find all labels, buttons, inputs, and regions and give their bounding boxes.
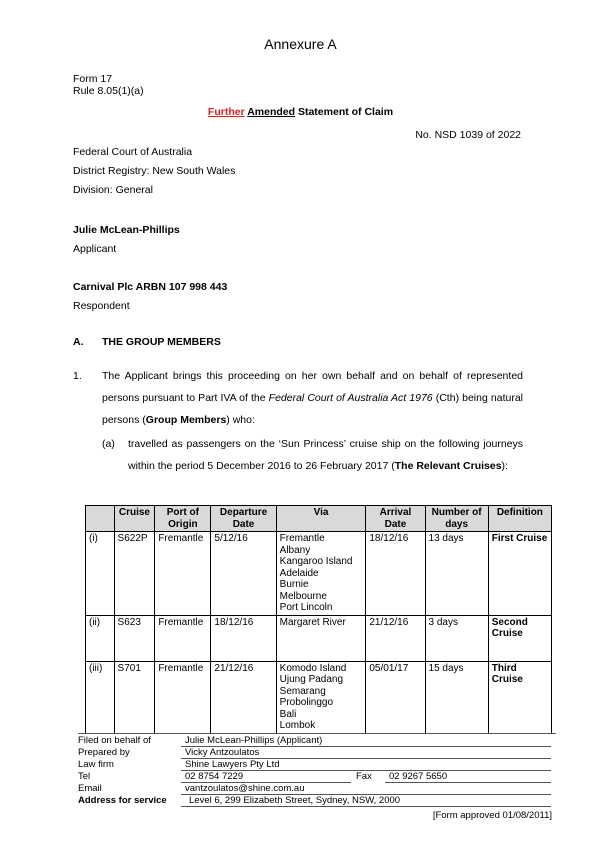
applicant-role: Applicant [73, 243, 117, 255]
via-port: Burnie [279, 579, 309, 590]
port-of-origin: Fremantle [155, 532, 211, 616]
column-header: Arrival Date [366, 506, 425, 532]
paragraph-1-number: 1. [73, 370, 82, 382]
paragraph-1-text-part: The Applicant brings this proceeding on her own behalf and on behalf of represented persons pursuant to Part IVA of the [102, 370, 523, 404]
prepared-label: Prepared by [78, 747, 130, 758]
via-port: Lombok [279, 720, 316, 731]
departure-date: 21/12/16 [211, 661, 276, 733]
number-of-days: 15 days [425, 661, 488, 733]
form-number: Form 17 [73, 73, 113, 85]
paragraph-1-text-part: (Cth) being natural persons ( [102, 392, 523, 426]
prepared-field [181, 747, 551, 759]
row-index: (i) [86, 532, 115, 616]
filed-field [181, 735, 551, 747]
column-header: Number of days [425, 506, 488, 532]
annexure-title: Annexure A [264, 36, 337, 52]
applicant-block [73, 221, 180, 259]
firm-field [181, 759, 551, 771]
departure-date: 5/12/16 [211, 532, 276, 616]
row-index: (iii) [86, 661, 115, 733]
column-header: Departure Date [211, 506, 276, 532]
court-division: Division: General [73, 184, 153, 196]
via-port: Semarang [279, 685, 326, 697]
title-further: Further [207, 106, 245, 118]
column-header: Definition [488, 506, 551, 532]
cruise-table [85, 505, 552, 734]
applicant-name: Julie McLean-Phillips [73, 224, 180, 236]
footer-row-tel [78, 771, 556, 782]
filed-value: Julie McLean-Phillips (Applicant) [185, 735, 323, 746]
arrival-date: 05/01/17 [366, 661, 425, 733]
port-of-origin: Fremantle [155, 661, 211, 733]
tel-label: Tel [78, 771, 91, 782]
via-ports [276, 661, 366, 733]
via-port: Probolinggo [279, 697, 334, 708]
tel-field [181, 771, 351, 783]
fax-value: 02 9267 5650 [389, 771, 448, 782]
column-header: Via [276, 506, 366, 532]
respondent-block [73, 278, 227, 316]
case-number: No. NSD 1039 of 2022 [415, 129, 521, 141]
fax-label: Fax [356, 771, 372, 782]
email-field [181, 783, 551, 795]
footer-row-filed [78, 735, 556, 746]
departure-date: 18/12/16 [211, 615, 276, 661]
column-header: Cruise [114, 506, 155, 532]
column-header [86, 506, 115, 532]
definition: First Cruise [488, 532, 551, 616]
footer-row-prepared [78, 747, 556, 758]
paragraph-1a-text-part: ): [501, 460, 508, 472]
via-port: Port Lincoln [279, 602, 333, 613]
firm-label: Law firm [78, 759, 114, 770]
via-port: Margaret River [279, 616, 346, 628]
port-of-origin: Fremantle [155, 615, 211, 661]
row-index: (ii) [86, 615, 115, 661]
section-a-title: THE GROUP MEMBERS [102, 336, 221, 348]
via-port: Komodo Island [279, 662, 347, 674]
paragraph-1a-number: (a) [102, 438, 115, 450]
email-value: vantzoulatos@shine.com.au [185, 783, 305, 794]
address-field [181, 795, 551, 807]
paragraph-1a-text [128, 433, 523, 477]
cruise-code: S701 [114, 661, 155, 733]
definition: Second Cruise [488, 615, 551, 661]
arrival-date: 18/12/16 [366, 532, 425, 616]
rule-number: Rule 8.05(1)(a) [73, 85, 144, 97]
fax-field [385, 771, 551, 783]
via-port: Albany [279, 544, 311, 556]
paragraph-1-text [102, 365, 523, 431]
via-port: Bali [279, 708, 297, 720]
via-port: Ujung Padang [279, 674, 344, 685]
via-ports [276, 615, 366, 661]
address-value: Level 6, 299 Elizabeth Street, Sydney, NSW, 2000 [189, 795, 401, 806]
document-title [0, 106, 601, 118]
table-row [86, 661, 552, 733]
court-details [73, 143, 235, 200]
respondent-role: Respondent [73, 300, 130, 312]
respondent-name: Carnival Plc ARBN 107 998 443 [73, 281, 228, 293]
footer-row-address [78, 795, 556, 806]
footer-divider [78, 733, 556, 734]
court-name: Federal Court of Australia [73, 146, 193, 158]
via-port: Kangaroo Island [279, 556, 353, 567]
arrival-date: 21/12/16 [366, 615, 425, 661]
footer-row-email [78, 783, 556, 794]
cruise-code: S623 [114, 615, 155, 661]
number-of-days: 13 days [425, 532, 488, 616]
paragraph-1a-text-part: travelled as passengers on the ‘Sun Princess’ cruise ship on the following journeys within the period 5 December 2016 to 26 February 2017 ( [128, 438, 523, 472]
defined-term-relevant-cruises: The Relevant Cruises [394, 460, 502, 472]
tel-value: 02 8754 7229 [185, 771, 244, 782]
paragraph-1-text-part: ) who: [226, 414, 255, 426]
number-of-days: 3 days [425, 615, 488, 661]
via-port: Fremantle [279, 533, 325, 544]
section-a-label: A. [73, 336, 84, 348]
act-name: Federal Court of Australia Act 1976 [268, 392, 433, 404]
form-approved-note: [Form approved 01/08/2011] [432, 810, 552, 821]
footer-row-firm [78, 759, 556, 770]
form-reference [73, 73, 144, 97]
definition: Third Cruise [488, 661, 551, 733]
court-registry: District Registry: New South Wales [73, 165, 236, 177]
table-row [86, 615, 552, 661]
cruise-code: S622P [114, 532, 155, 616]
firm-value: Shine Lawyers Pty Ltd [185, 759, 280, 770]
email-label: Email [78, 783, 102, 794]
defined-term-group-members: Group Members [145, 414, 227, 426]
title-rest: Statement of Claim [295, 106, 394, 118]
column-header: Port of Origin [155, 506, 211, 532]
title-amended: Amended [247, 106, 296, 118]
filed-label: Filed on behalf of [78, 735, 151, 746]
table-row [86, 532, 552, 616]
prepared-value: Vicky Antzoulatos [185, 747, 260, 758]
via-port: Adelaide [279, 567, 319, 579]
via-ports [276, 532, 366, 616]
address-label: Address for service [78, 795, 167, 806]
table-header-row [86, 506, 552, 532]
via-port: Melbourne [279, 590, 327, 602]
